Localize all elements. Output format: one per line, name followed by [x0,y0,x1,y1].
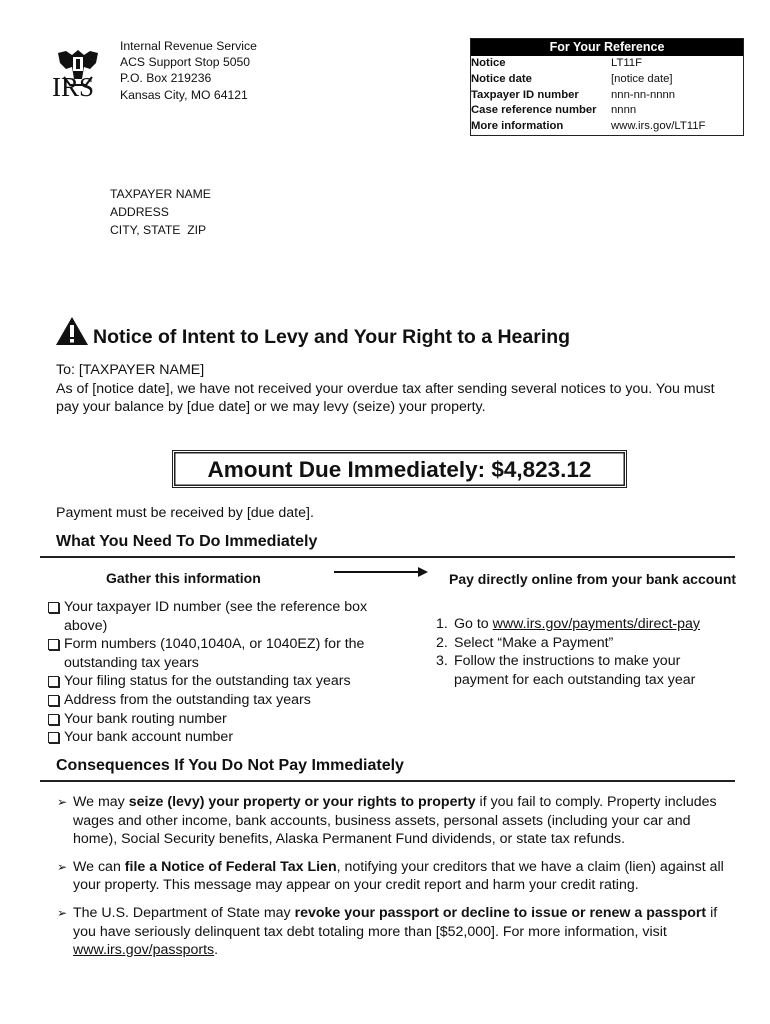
consequence-item [56,904,726,960]
arrow-bullet-icon: ➢ [57,795,68,809]
reference-row [471,72,743,88]
intro-text: As of [notice date], we have not received your overdue tax after sending several notices to you. You must pay your balance by [due date] or we may levy (seize) your property. [56,380,715,416]
gather-heading: Gather this information [106,570,261,586]
reference-label: Notice [471,57,506,69]
reference-row [471,56,743,72]
step-text: Go to [454,616,493,632]
taxpayer-name: TAXPAYER NAME [110,187,211,201]
step-text: Follow the instructions to make your payment for each outstanding tax year [454,653,696,688]
checklist-text: Your taxpayer ID number (see the reference box above) [64,599,368,634]
consequence-emphasis: seize (levy) your property or your rights to property [128,794,476,810]
reference-value: nnn-nn-nnnn [611,88,676,101]
consequence-item [56,858,726,895]
arrow-bullet-icon: ➢ [57,859,68,874]
consequence-text: if you fail to comply. Property includes wages and other income, bank accounts, business assets, personal assets (including your car and home), Social Security benefits, Alaska Permanent Fund dividends, or state tax refunds. [73,794,717,848]
checklist-item [46,728,406,747]
reference-row [471,88,743,104]
notice-title: Notice of Intent to Levy and Your Right to a Hearing [93,326,571,348]
reference-box-title: For Your Reference [471,39,743,56]
arrow-bullet-icon: ➢ [57,905,68,920]
taxpayer-city: CITY, STATE ZIP [110,222,207,237]
taxpayer-address [110,186,211,239]
reference-label: Taxpayer ID number [471,88,579,101]
consequence-text: . [214,942,219,959]
checkbox-icon [48,602,59,613]
reference-value: www.irs.gov/LT11F [611,120,706,133]
section-heading-todo: What You Need To Do Immediately [56,533,318,550]
consequence-item [56,793,726,849]
address-line: Kansas City, MO 64121 [120,87,248,102]
step-item [436,615,736,634]
irs-logo-text: IRS [52,72,95,102]
section-divider [40,780,735,782]
section-divider [40,556,735,558]
checklist-item [46,598,406,635]
checklist-item [46,691,406,710]
checkbox-icon [48,639,59,650]
pay-online-heading: Pay directly online from your bank account [449,571,737,587]
checklist-item [46,710,406,729]
step-number: 1. [436,616,448,632]
address-line: ACS Support Stop 5050 [120,55,251,70]
section-heading-consequences: Consequences If You Do Not Pay Immediately [56,757,404,774]
step-item [436,634,736,653]
reference-label: Notice date [471,72,532,85]
checkbox-icon [48,676,59,687]
passports-link[interactable]: www.irs.gov/passports [73,942,215,959]
consequences-list [56,793,726,969]
warning-triangle-icon [55,316,89,346]
amount-due-box [172,450,627,488]
step-item [436,652,736,689]
reference-value: LT11F [611,57,642,69]
checklist-item [46,672,406,691]
arrow-right-icon [334,565,429,579]
checkbox-icon [48,714,59,725]
reference-label: Case reference number [471,104,597,117]
taxpayer-street: ADDRESS [110,204,169,219]
reference-value: nnnn [611,104,637,117]
checkbox-icon [48,732,59,743]
address-line: Internal Revenue Service [120,39,257,53]
direct-pay-link[interactable]: www.irs.gov/payments/direct-pay [492,616,701,632]
reference-row [471,103,743,119]
checklist-item [46,635,406,672]
address-line: P.O. Box 219236 [120,71,212,86]
step-number: 3. [436,653,448,670]
consequence-text: , notifying your creditors that we have a claim (lien) against all your property. This message may appear on your credit report and harm your credit rating. [73,858,724,894]
checklist-text: Your bank routing number [64,710,227,727]
consequence-text: We can [73,858,125,875]
consequence-text: if you have seriously delinquent tax debt totaling more than [$52,000]. For more information, visit [73,904,718,940]
checklist-text: Form numbers (1040,1040A, or 1040EZ) for the outstanding tax years [64,636,365,671]
checklist-text: Your bank account number [64,729,234,746]
consequence-text: The U.S. Department of State may [73,904,295,921]
consequence-emphasis: file a Notice of Federal Tax Lien [124,858,337,875]
checklist-text: Your filing status for the outstanding tax years [64,673,351,690]
sender-address [120,38,257,103]
reference-value: [notice date] [611,72,673,85]
gather-checklist [46,598,406,747]
payment-steps [436,615,736,689]
reference-row [471,119,743,135]
checkbox-icon [48,695,59,706]
reference-label: More information [471,120,564,133]
consequence-emphasis: revoke your passport or decline to issue or renew a passport [294,904,707,921]
reference-box [470,38,744,136]
amount-due: Amount Due Immediately: $4,823.12 [207,457,592,482]
step-number: 2. [436,634,448,651]
consequence-text: We may [73,794,129,810]
payment-deadline: Payment must be received by [due date]. [56,505,314,521]
step-text: Select “Make a Payment” [454,634,614,651]
checklist-text: Address from the outstanding tax years [64,691,311,708]
to-line: To: [TAXPAYER NAME] [56,362,205,378]
notice-intro [56,361,736,417]
